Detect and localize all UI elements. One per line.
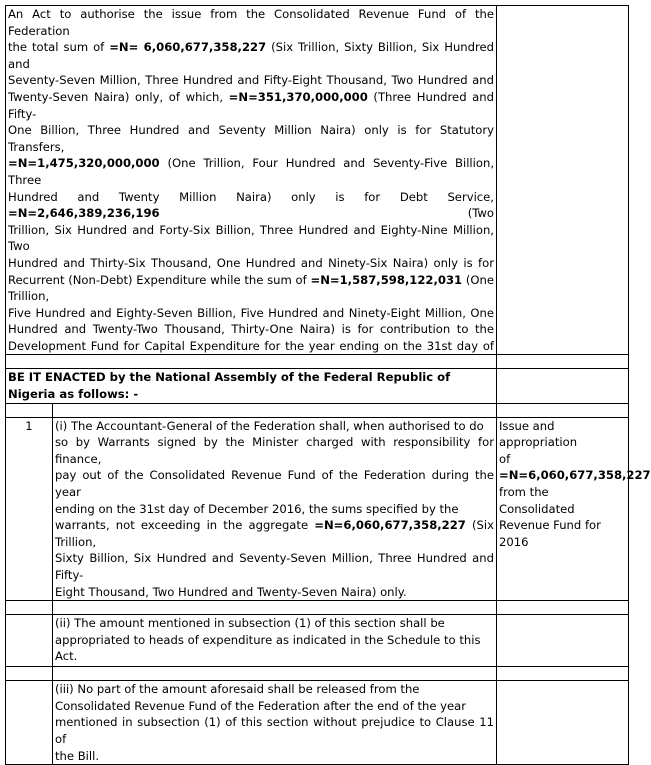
line-text: Five Hundred and Eighty-Seven Billion, Five Hundred and Ninety-Eight Million, One [8,305,494,320]
line-text: (One Trillion, Four Hundred and Seventy-Five Billion, Three [8,156,494,187]
text-line [55,681,494,698]
text-line [55,748,494,765]
line-text: the Bill. [55,748,100,763]
amount-figure: =N=1,587,598,122,031 [310,272,463,287]
line-text: so by Warrants signed by the Minister charged with responsibility for finance, [55,435,494,466]
line-text: Revenue Fund for 2016 [499,518,601,549]
line-text: pay out of the Consolidated Revenue Fund of the Federation during the year [55,468,494,500]
long-title-text [8,6,494,354]
spacer-number-cell [6,403,53,417]
line-text: Hundred and Thirty-Six Thousand, One Hundred and Ninety-Six Naira) only is for [8,255,494,270]
line-text: (One Trillion, [8,272,494,304]
line-text: warrants, not exceeding in the aggregate [55,518,315,533]
line-text: Twenty-Seven Naira) only, of which, [8,89,229,104]
subsection-ii-margin-cell [497,615,629,667]
line-text: Hundred and Twenty Million Naira) only is for Debt Service, [8,189,494,204]
text-line [55,550,494,583]
line-text: (Three Hundred and Fifty- [8,89,494,121]
line-text: ending on the 31st day of December 2016, the sums specified by the [55,501,459,516]
text-line [8,155,494,188]
text-line [8,321,494,338]
enacting-margin-cell [497,369,629,403]
text-line [499,451,651,484]
line-text: mentioned in subsection (1) of this section without prejudice to Clause 11 of [55,715,494,746]
text-line [55,501,494,518]
text-line [8,39,494,72]
line-text: of [499,451,511,466]
text-line [499,484,626,517]
amount-figure: =N=351,370,000,000 [228,89,368,104]
marginal-note [497,417,651,601]
text-line [8,89,494,122]
text-line [55,418,494,435]
long-title-margin-cell [497,6,629,355]
line-text: Development Fund for Capital Expenditure for the year ending on the 31st day of [8,338,494,353]
text-line [8,272,494,305]
text-line [8,122,494,155]
spacer-margin-cell-4 [497,667,629,681]
subsection-ii [53,615,497,667]
text-line [55,698,494,715]
text-line [8,189,494,222]
enacting-clause-cell [6,369,497,403]
text-line [55,584,494,601]
line-text: (iii) No part of the amount aforesaid shall be released from the [55,682,420,697]
line-text: Act. [55,649,78,664]
text-line [55,517,494,550]
text-line [8,305,494,322]
line-text: (Six Trillion, [55,518,494,549]
subsection-ii-number-cell [6,615,53,667]
spacer-margin-cell-3 [497,601,629,615]
spacer-body-cell-2 [53,601,497,615]
spacer-margin-cell-2 [497,403,629,417]
line-text: Trillion, Six Hundred and Forty-Six Billion, Three Hundred and Eighty-Nine Million, Two [8,222,494,254]
text-line [499,517,626,550]
text-line [8,6,494,39]
spacer-body-cell [53,403,497,417]
line-text: Eight Thousand, Two Hundred and Twenty-Seven Naira) only. [55,584,407,599]
spacer-margin-cell [497,355,629,369]
text-line [8,255,494,272]
line-text: (Six Trillion, Sixty Billion, Six Hundred and [8,40,495,71]
amount-figure: =N= 6,060,677,358,227 [109,40,267,55]
line-text: (ii) The amount mentioned in subsection (1) of this section shall be [55,616,445,631]
section-number: 1 [6,417,53,601]
line-text: (Two [159,206,494,221]
line-text: Seventy-Seven Million, Three Hundred and Fifty-Eight Thousand, Two Hundred and [8,73,494,88]
text-line [55,434,494,467]
line-text: Consolidated Revenue Fund of the Federation after the end of the year [55,698,467,713]
line-text: Sixty Billion, Six Hundred and Seventy-Seven Million, Three Hundred and Fifty- [55,551,494,582]
amount-figure: =N=6,060,677,358,227 [499,468,651,483]
text-line [55,714,494,747]
text-line [55,467,494,500]
text-line [8,338,494,355]
subsection-iii [53,681,497,765]
line-text: Issue and appropriation [499,418,578,450]
line-text: One Billion, Three Hundred and Seventy Million Naira) only is for Statutory Transfers, [8,123,494,154]
bill-table [5,5,651,765]
text-line [8,72,494,89]
line-text: appropriated to heads of expenditure as indicated in the Schedule to this [55,632,481,647]
spacer-cell [6,355,497,369]
amount-figure: =N=2,646,389,236,196 [8,206,160,221]
subsection-i [53,417,497,601]
amount-figure: =N=1,475,320,000,000 [8,156,160,171]
long-title-cell [6,6,497,355]
subsection-iii-margin-cell [497,681,629,765]
spacer-body-cell-3 [53,667,497,681]
text-line [499,418,626,451]
line-text: An Act to authorise the issue from the Consolidated Revenue Fund of the Federation [8,7,494,38]
line-text: Recurrent (Non-Debt) Expenditure while the sum of [8,272,311,287]
line-text: the total sum of [8,40,110,55]
spacer-number-cell-3 [6,667,53,681]
subsection-iii-number-cell [6,681,53,765]
line-text: (i) The Accountant-General of the Federation shall, when authorised to do [55,418,484,433]
line-text: Hundred and Twenty-Two Thousand, Thirty-One Naira) is for contribution to the [8,322,494,337]
text-line [55,615,494,632]
text-line [55,632,494,649]
amount-figure: =N=6,060,677,358,227 [314,518,466,533]
text-line [8,222,494,255]
enacting-clause: BE IT ENACTED by the National Assembly of the Federal Republic of Nigeria as follows: - [8,370,451,402]
text-line [55,648,494,665]
line-text: from the Consolidated [499,485,575,516]
spacer-number-cell-2 [6,601,53,615]
